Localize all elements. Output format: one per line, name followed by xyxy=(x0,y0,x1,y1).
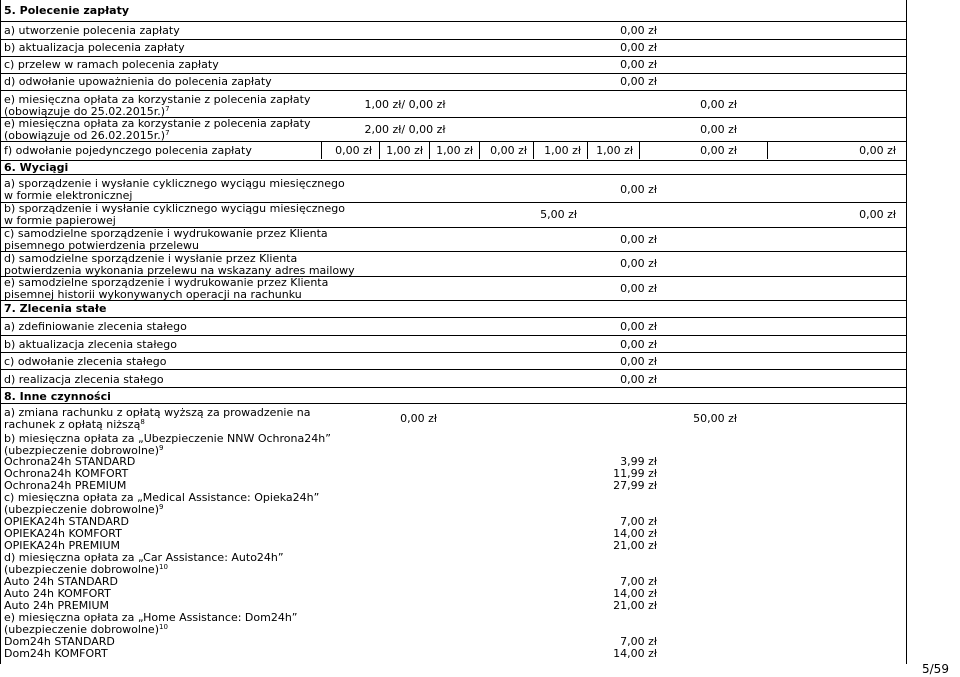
fee-value: 5,00 zł xyxy=(540,208,577,221)
row-label: d) miesięczna opłata za „Car Assistance: Auto24h” xyxy=(4,551,284,564)
row-divider xyxy=(0,73,907,74)
row-label: w formie papierowej xyxy=(4,214,116,227)
row-label: c) odwołanie zlecenia stałego xyxy=(4,355,167,368)
column-divider xyxy=(767,142,768,159)
section-heading: 5. Polecenie zapłaty xyxy=(4,4,130,17)
product-name: OPIEKA24h STANDARD xyxy=(4,515,130,528)
product-name: Dom24h KOMFORT xyxy=(4,647,108,660)
fee-value: 3,99 zł xyxy=(620,455,657,468)
fee-value: 50,00 zł xyxy=(693,412,737,425)
row-divider xyxy=(0,387,907,388)
section-heading: 8. Inne czynności xyxy=(4,390,111,403)
row-label: (ubezpieczenie dobrowolne)$^{10}$ xyxy=(4,623,168,636)
fee-value: 1,00 zł/ 0,00 zł xyxy=(364,98,446,111)
row-label: b) aktualizacja polecenia zapłaty xyxy=(4,41,185,54)
fee-value: 0,00 zł xyxy=(859,208,896,221)
row-label: (ubezpieczenie dobrowolne)$^{10}$ xyxy=(4,563,168,576)
row-divider xyxy=(0,160,907,161)
footnote-ref: 8 xyxy=(140,418,145,426)
row-label: e) samodzielne sporządzenie i wydrukowanie przez Klienta xyxy=(4,276,329,289)
product-name: Ochrona24h KOMFORT xyxy=(4,467,129,480)
fee-value: 1,00 zł xyxy=(596,144,633,157)
fee-value: 1,00 zł xyxy=(386,144,423,157)
section-heading: 7. Zlecenia stałe xyxy=(4,302,107,315)
product-name: Auto 24h PREMIUM xyxy=(4,599,110,612)
fee-value: 21,00 zł xyxy=(613,599,657,612)
fee-value: 0,00 zł xyxy=(490,144,527,157)
fee-value: 0,00 zł xyxy=(620,338,657,351)
row-label: c) samodzielne sporządzenie i wydrukowanie przez Klienta xyxy=(4,227,328,240)
row-divider xyxy=(0,174,907,175)
fee-value: 11,99 zł xyxy=(613,467,657,480)
fee-value: 0,00 zł xyxy=(620,233,657,246)
row-label: e) miesięczna opłata za „Home Assistance: Dom24h” xyxy=(4,611,298,624)
row-label: c) przelew w ramach polecenia zapłaty xyxy=(4,58,219,71)
row-label: b) aktualizacja zlecenia stałego xyxy=(4,338,177,351)
fee-value: 7,00 zł xyxy=(620,515,657,528)
row-label: b) miesięczna opłata za „Ubezpieczenie NNW Ochrona24h” xyxy=(4,432,331,445)
fee-value: 0,00 zł xyxy=(620,183,657,196)
row-label: a) zmiana rachunku z opłatą wyższą za prowadzenie na xyxy=(4,406,311,419)
fee-value: 7,00 zł xyxy=(620,575,657,588)
row-divider xyxy=(0,352,907,353)
fee-value: 0,00 zł xyxy=(700,98,737,111)
row-label: e) miesięczna opłata za korzystanie z polecenia zapłaty xyxy=(4,117,311,130)
footnote-ref: 7 xyxy=(165,105,170,113)
product-name: Ochrona24h PREMIUM xyxy=(4,479,127,492)
fee-value: 1,00 zł xyxy=(544,144,581,157)
row-label: potwierdzenia wykonania przelewu na wskazany adres mailowy xyxy=(4,264,355,277)
row-label: (obowiązuje do 25.02.2015r.)$^7$ xyxy=(4,105,170,118)
row-label: d) realizacja zlecenia stałego xyxy=(4,373,164,386)
fee-value: 0,00 zł xyxy=(859,144,896,157)
fee-value: 0,00 zł xyxy=(620,58,657,71)
row-label: rachunek z opłatą niższą$^8$ xyxy=(4,418,145,431)
fee-value: 0,00 zł xyxy=(620,355,657,368)
row-divider xyxy=(0,335,907,336)
row-label: c) miesięczna opłata za „Medical Assistance: Opieka24h” xyxy=(4,491,320,504)
row-divider xyxy=(0,403,907,404)
row-divider xyxy=(0,21,907,22)
fee-value: 0,00 zł xyxy=(620,24,657,37)
row-label: b) sporządzenie i wysłanie cyklicznego wyciągu miesięcznego xyxy=(4,202,345,215)
row-divider xyxy=(0,369,907,370)
row-label: (ubezpieczenie dobrowolne)$^9$ xyxy=(4,444,164,457)
fee-value: 7,00 zł xyxy=(620,635,657,648)
fee-value: 0,00 zł xyxy=(400,412,437,425)
fee-value: 0,00 zł xyxy=(620,282,657,295)
product-name: Ochrona24h STANDARD xyxy=(4,455,136,468)
row-label: w formie elektronicznej xyxy=(4,189,133,202)
page-number: 5/59 xyxy=(922,662,949,676)
section-heading: 6. Wyciągi xyxy=(4,161,69,174)
row-divider xyxy=(0,90,907,91)
fee-value: 0,00 zł xyxy=(620,320,657,333)
fee-value: 0,00 zł xyxy=(620,373,657,386)
row-label: pisemnej historii wykonywanych operacji na rachunku xyxy=(4,288,302,301)
product-name: Auto 24h KOMFORT xyxy=(4,587,111,600)
row-label: d) samodzielne sporządzenie i wysłanie przez Klienta xyxy=(4,252,298,265)
row-divider xyxy=(0,56,907,57)
row-label: a) utworzenie polecenia zapłaty xyxy=(4,24,180,37)
row-divider xyxy=(0,39,907,40)
footnote-ref: 10 xyxy=(159,563,168,571)
row-divider xyxy=(0,317,907,318)
fee-value: 0,00 zł xyxy=(620,75,657,88)
fee-value: 27,99 zł xyxy=(613,479,657,492)
row-label: e) miesięczna opłata za korzystanie z polecenia zapłaty xyxy=(4,93,311,106)
row-label: a) sporządzenie i wysłanie cyklicznego wyciągu miesięcznego xyxy=(4,177,345,190)
footnote-ref: 9 xyxy=(159,503,164,511)
column-divider xyxy=(906,0,907,664)
footnote-ref: 9 xyxy=(159,444,164,452)
product-name: OPIEKA24h KOMFORT xyxy=(4,527,122,540)
footnote-ref: 10 xyxy=(159,623,168,631)
fee-value: 21,00 zł xyxy=(613,539,657,552)
fee-value: 0,00 zł xyxy=(620,257,657,270)
fee-value: 0,00 zł xyxy=(335,144,372,157)
fee-value: 14,00 zł xyxy=(613,527,657,540)
row-label: (obowiązuje od 26.02.2015r.)$^7$ xyxy=(4,129,170,142)
fee-value: 0,00 zł xyxy=(700,123,737,136)
fee-value: 14,00 zł xyxy=(613,647,657,660)
row-label: (ubezpieczenie dobrowolne)$^9$ xyxy=(4,503,164,516)
fee-value: 14,00 zł xyxy=(613,587,657,600)
fee-value: 2,00 zł/ 0,00 zł xyxy=(364,123,446,136)
row-label: d) odwołanie upoważnienia do polecenia zapłaty xyxy=(4,75,272,88)
fee-value: 1,00 zł xyxy=(436,144,473,157)
fee-value: 0,00 zł xyxy=(700,144,737,157)
footnote-ref: 7 xyxy=(165,129,170,137)
product-name: Dom24h STANDARD xyxy=(4,635,115,648)
product-name: Auto 24h STANDARD xyxy=(4,575,119,588)
fee-value: 0,00 zł xyxy=(620,41,657,54)
row-label: f) odwołanie pojedynczego polecenia zapłaty xyxy=(4,144,252,157)
row-label: a) zdefiniowanie zlecenia stałego xyxy=(4,320,187,333)
row-label: pisemnego potwierdzenia przelewu xyxy=(4,239,200,252)
product-name: OPIEKA24h PREMIUM xyxy=(4,539,120,552)
column-divider xyxy=(0,0,1,664)
